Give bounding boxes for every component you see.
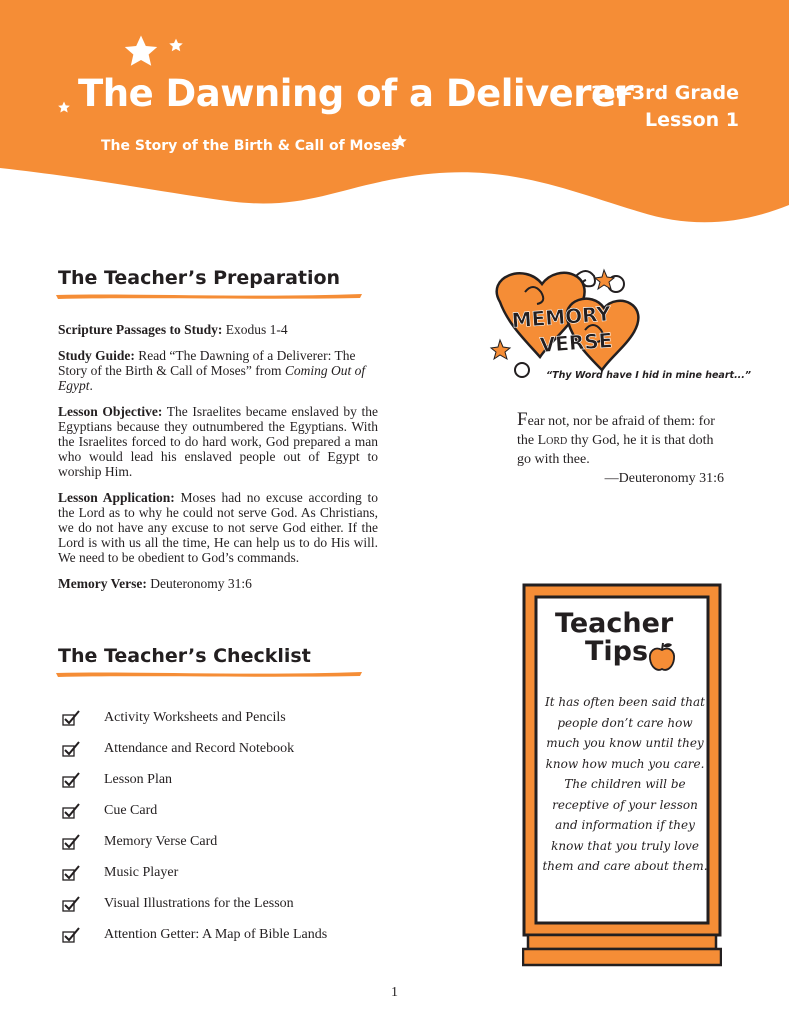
study-guide-end: . (89, 378, 93, 393)
checkbox-checked-icon (62, 834, 80, 850)
page-subtitle: The Story of the Birth & Call of Moses (101, 138, 400, 154)
tips-title-line2: Tips (585, 636, 649, 667)
heading-underline (56, 292, 362, 300)
checklist-item-label: Music Player (104, 864, 179, 880)
objective-paragraph (58, 404, 378, 479)
checklist-item-label: Attendance and Record Notebook (104, 740, 295, 756)
checkbox-checked-icon (62, 865, 80, 881)
logo-word-memory: MEMORY (510, 301, 612, 333)
logo-word-verse: VERSE (539, 328, 614, 358)
list-item (62, 919, 327, 950)
study-guide-book: Coming Out of Egypt (58, 363, 366, 393)
star-icon (595, 270, 614, 289)
application-label: Lesson Application: (58, 490, 175, 505)
objective-label: Lesson Objective: (58, 404, 163, 419)
memory-verse-value: Deuteronomy 31:6 (146, 576, 252, 591)
study-guide-text: Read “The Dawning of a Deliverer: The Story of the Birth & Call of Moses” from (58, 348, 356, 378)
memory-verse-paragraph (58, 576, 378, 591)
list-item (62, 702, 327, 733)
page-title: The Dawning of a Deliverer (78, 72, 634, 115)
preparation-heading: The Teacher’s Preparation (58, 267, 341, 289)
checkbox-checked-icon (62, 896, 80, 912)
checkbox-checked-icon (62, 927, 80, 943)
checkbox-checked-icon (62, 772, 80, 788)
star-icon (122, 34, 160, 70)
list-item (62, 795, 327, 826)
tips-title-line1: Teacher (555, 608, 674, 639)
scripture-value: Exodus 1-4 (222, 322, 288, 337)
checklist-item-label: Visual Illustrations for the Lesson (104, 895, 294, 911)
memory-verse-label: Memory Verse: (58, 576, 147, 591)
lesson-label: Lesson 1 (644, 109, 739, 131)
memory-verse-text (517, 410, 727, 469)
study-guide-paragraph (58, 348, 378, 393)
verse-text-a: ear not, nor be afraid of them: for the (517, 414, 715, 448)
star-icon (168, 38, 184, 53)
list-item (62, 733, 327, 764)
checklist-heading: The Teacher’s Checklist (58, 645, 311, 667)
checkbox-checked-icon (62, 803, 80, 819)
memory-verse-reference: —Deuteronomy 31:6 (604, 471, 724, 486)
grade-label: 1st-3rd Grade (590, 82, 739, 104)
checklist-item-label: Memory Verse Card (104, 833, 218, 849)
checklist-item-label: Lesson Plan (104, 771, 173, 787)
list-item (62, 857, 327, 888)
list-item (62, 888, 327, 919)
verse-lord: Lord (537, 433, 568, 448)
star-icon (491, 340, 510, 359)
verse-text-b: thy God, he it is that doth go with thee. (517, 433, 714, 467)
heading-underline (56, 670, 362, 678)
objective-text: The Israelites became enslaved by the Egyptians because they outnumbered the Egyptians. With the Israelites forced to do hard work, God prepared a man who would lead his enslaved people out of Egypt to worship Him. (58, 404, 378, 479)
application-text: Moses had no excuse according to the Lord as to why he could not serve God. As Christians, we do not have any excuse to not serve God either. If the Lord is with us all the time, He can help us to do His will. We need to be obedient to God’s commands. (58, 490, 378, 565)
checklist-item-label: Activity Worksheets and Pencils (104, 709, 286, 725)
checklist-item-label: Cue Card (104, 802, 158, 818)
verse-drop-letter: F (517, 409, 528, 430)
application-paragraph (58, 490, 378, 565)
study-guide-label: Study Guide: (58, 348, 135, 363)
checkbox-checked-icon (62, 741, 80, 757)
grade-lesson (590, 80, 739, 134)
checkbox-checked-icon (62, 710, 80, 726)
star-icon (57, 101, 71, 114)
checklist (62, 702, 327, 950)
teacher-tips-body: It has often been said that people don’t care how much you know until they know how much you care. The children will be receptive of your lesson and information if they know that you truly love them and care about them. (542, 695, 708, 873)
scripture-paragraph (58, 322, 378, 337)
scripture-label: Scripture Passages to Study: (58, 322, 223, 337)
apple-icon (648, 641, 676, 673)
memory-verse-tagline: “Thy Word have I hid in mine heart...” (546, 370, 752, 381)
preparation-section (58, 322, 378, 602)
list-item (62, 764, 327, 795)
page-number: 1 (391, 985, 398, 1000)
checklist-item-label: Attention Getter: A Map of Bible Lands (104, 926, 328, 942)
list-item (62, 826, 327, 857)
